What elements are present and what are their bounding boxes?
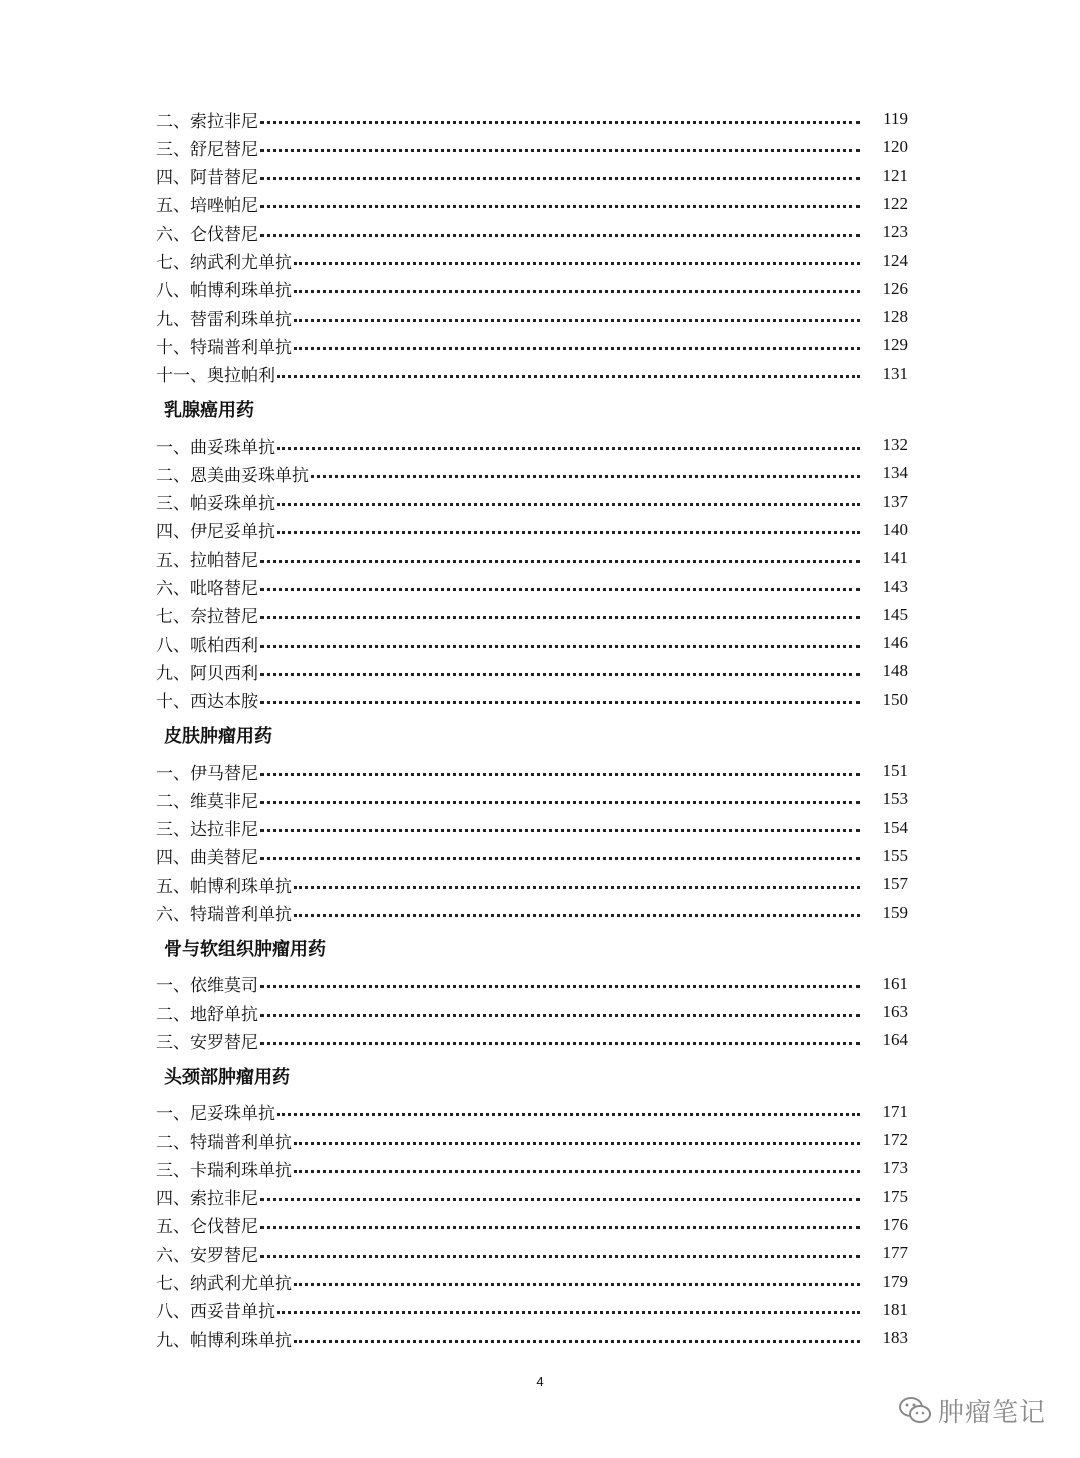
- dot-leader: [277, 447, 860, 450]
- toc-entry-page: 151: [882, 761, 908, 780]
- toc-entry-title: 一、尼妥珠单抗: [156, 1104, 275, 1125]
- dot-leader: [294, 914, 860, 917]
- toc-entry: [156, 303, 908, 331]
- toc-entry-page: 141: [882, 548, 908, 568]
- section-heading: 头颈部肿瘤用药: [164, 1066, 290, 1088]
- toc-entry-page: 122: [882, 193, 908, 213]
- toc-entry-title: 一、依维莫司: [156, 976, 258, 997]
- section-heading: 乳腺癌用药: [164, 400, 254, 421]
- dot-leader: [260, 560, 860, 563]
- dot-leader: [260, 234, 860, 237]
- dot-leader: [260, 673, 860, 676]
- toc-entry: [156, 431, 908, 459]
- toc-entry-title: 五、培唑帕尼: [156, 196, 258, 217]
- toc-entry: [156, 1268, 908, 1296]
- toc-entry-page: 150: [882, 689, 908, 709]
- toc-entry-page: 129: [882, 335, 908, 355]
- toc-entry-title: 六、仑伐替尼: [156, 224, 258, 245]
- toc-entry-page: 164: [882, 1030, 908, 1050]
- toc-entry-title: 四、索拉非尼: [156, 1189, 258, 1210]
- toc-entry-title: 一、曲妥珠单抗: [156, 437, 275, 458]
- dot-leader: [260, 985, 860, 988]
- toc-entry-page: 157: [882, 874, 908, 894]
- toc-entry: [156, 1126, 908, 1154]
- toc-entry-title: 一、伊马替尼: [156, 763, 258, 784]
- toc-entry: [156, 870, 908, 898]
- section-heading: 皮肤肿瘤用药: [164, 726, 272, 747]
- toc-entry-page: 155: [882, 845, 908, 865]
- dot-leader: [277, 1311, 860, 1314]
- toc-entry-page: 143: [882, 576, 908, 596]
- toc-entry-page: 137: [882, 491, 908, 511]
- toc-entry-title: 三、帕妥珠单抗: [156, 494, 275, 515]
- dot-leader: [277, 531, 860, 534]
- toc-entry-title: 二、地舒单抗: [156, 1004, 258, 1025]
- toc-entry: [156, 785, 908, 813]
- toc-entry-page: 131: [882, 363, 908, 383]
- toc-entry-title: 五、仑伐替尼: [156, 1217, 258, 1238]
- toc-entry-title: 三、安罗替尼: [156, 1032, 258, 1053]
- toc-entry-page: 175: [882, 1186, 908, 1206]
- toc-entry: [156, 998, 908, 1026]
- toc-entry-title: 四、阿昔替尼: [156, 168, 258, 189]
- dot-leader: [260, 701, 860, 704]
- toc-entry-page: 173: [882, 1158, 908, 1178]
- toc-entry-title: 三、舒尼替尼: [156, 139, 258, 160]
- toc-entry: [156, 842, 908, 870]
- toc-entry-title: 五、拉帕替尼: [156, 550, 258, 571]
- wechat-icon: [898, 1395, 932, 1425]
- toc-entry-page: 154: [882, 817, 908, 837]
- toc-entry: [156, 686, 908, 714]
- toc-entry: [156, 133, 908, 161]
- toc-entry-title: 十一、奥拉帕利: [156, 366, 275, 387]
- toc-entry: [156, 1211, 908, 1239]
- toc-entry-title: 六、特瑞普利单抗: [156, 905, 292, 925]
- dot-leader: [260, 177, 860, 180]
- toc-entry-title: 二、恩美曲妥珠单抗: [156, 465, 309, 486]
- toc-entry: [156, 105, 908, 133]
- toc-entry-page: 159: [882, 902, 908, 922]
- page-number: 4: [536, 1374, 544, 1389]
- toc-entry-title: 五、帕博利珠单抗: [156, 876, 292, 897]
- watermark: [898, 1392, 1046, 1428]
- watermark-text: 肿瘤笔记: [938, 1397, 1047, 1428]
- toc-entry-page: 124: [882, 250, 908, 270]
- toc-entry-page: 134: [882, 463, 908, 483]
- dot-leader: [277, 375, 860, 378]
- dot-leader: [260, 773, 860, 776]
- toc-entry-page: 119: [883, 109, 908, 128]
- toc-entry-page: 177: [882, 1243, 908, 1263]
- section-heading: 骨与软组织肿瘤用药: [164, 938, 326, 960]
- toc-entry-page: 148: [882, 661, 908, 681]
- toc-entry-page: 163: [882, 1002, 908, 1022]
- toc-entry-page: 121: [882, 165, 908, 185]
- dot-leader: [260, 1255, 860, 1258]
- toc-entry: [156, 459, 908, 487]
- toc-entry-title: 九、阿贝西利: [156, 663, 258, 684]
- toc-entry-page: 171: [882, 1101, 908, 1121]
- toc-entry-title: 二、维莫非尼: [156, 791, 258, 812]
- toc-entry-title: 九、帕博利珠单抗: [156, 1330, 292, 1351]
- dot-leader: [294, 347, 860, 350]
- toc-entry: [156, 331, 908, 359]
- dot-leader: [294, 319, 860, 322]
- toc-entry: [156, 1239, 908, 1267]
- toc-entry-page: 145: [882, 604, 908, 624]
- toc-entry: [156, 1296, 908, 1324]
- toc-entry-page: 172: [882, 1130, 908, 1149]
- dot-leader: [260, 857, 860, 860]
- toc-entry-title: 七、奈拉替尼: [156, 607, 258, 628]
- toc-entry-page: 176: [882, 1214, 908, 1234]
- toc-entry-title: 三、卡瑞利珠单抗: [156, 1160, 292, 1181]
- toc-entry: [156, 657, 908, 685]
- toc-entry-title: 四、曲美替尼: [156, 848, 258, 869]
- dot-leader: [294, 1283, 860, 1286]
- dot-leader: [260, 616, 860, 619]
- toc-entry-page: 183: [882, 1328, 908, 1348]
- toc-entry: [156, 360, 908, 388]
- toc-entry-title: 八、哌柏西利: [156, 635, 258, 656]
- toc-entry-title: 七、纳武利尤单抗: [156, 253, 292, 273]
- dot-leader: [294, 1340, 860, 1343]
- dot-leader: [294, 1142, 860, 1145]
- toc-entry-title: 八、帕博利珠单抗: [156, 281, 292, 302]
- dot-leader: [277, 503, 860, 506]
- toc-entry-title: 二、索拉非尼: [156, 111, 258, 132]
- dot-leader: [260, 1042, 860, 1045]
- toc-entry-page: 126: [882, 278, 908, 298]
- toc-entry: [156, 899, 908, 927]
- dot-leader: [277, 1113, 860, 1116]
- toc-entry: [156, 247, 908, 275]
- toc-entry: [156, 757, 908, 785]
- dot-leader: [294, 1170, 860, 1173]
- toc-entry: [156, 488, 908, 516]
- toc-entry: [156, 162, 908, 190]
- dot-leader: [260, 645, 860, 648]
- dot-leader: [294, 262, 860, 265]
- toc-entry: [156, 970, 908, 998]
- toc-entry: [156, 1026, 908, 1054]
- toc-entry-page: 179: [882, 1271, 908, 1291]
- dot-leader: [260, 829, 860, 832]
- toc-entry-page: 181: [882, 1299, 908, 1319]
- toc-entry: [156, 629, 908, 657]
- toc-entry: [156, 1324, 908, 1352]
- toc-entry-title: 二、特瑞普利单抗: [156, 1132, 292, 1153]
- toc-entry: [156, 218, 908, 246]
- dot-leader: [294, 290, 860, 293]
- toc-entry-page: 140: [882, 519, 908, 539]
- toc-entry-page: 128: [882, 307, 908, 327]
- dot-leader: [260, 149, 860, 152]
- toc-entry-page: 161: [882, 973, 908, 993]
- toc-entry-title: 十、特瑞普利单抗: [156, 337, 292, 358]
- toc-entry: [156, 516, 908, 544]
- toc-entry: [156, 1098, 908, 1126]
- toc-entry-page: 123: [882, 222, 908, 242]
- toc-entry: [156, 1154, 908, 1182]
- toc-entry: [156, 573, 908, 601]
- toc-entry-page: 153: [882, 789, 908, 809]
- dot-leader: [260, 588, 860, 591]
- toc-entry: [156, 544, 908, 572]
- toc-entry: [156, 601, 908, 629]
- toc-entry-title: 三、达拉非尼: [156, 820, 258, 841]
- toc-entry-title: 八、西妥昔单抗: [156, 1302, 275, 1323]
- toc-entry-title: 七、纳武利尤单抗: [156, 1274, 292, 1294]
- dot-leader: [260, 1226, 860, 1229]
- dot-leader: [260, 801, 860, 804]
- toc-entry-title: 六、安罗替尼: [156, 1245, 258, 1266]
- toc-entry-title: 九、替雷利珠单抗: [156, 309, 292, 330]
- toc-entry-title: 四、伊尼妥单抗: [156, 522, 275, 543]
- toc-entry-page: 120: [882, 137, 908, 157]
- dot-leader: [260, 121, 860, 124]
- toc-entry: [156, 814, 908, 842]
- toc-entry: [156, 190, 908, 218]
- dot-leader: [260, 1014, 860, 1017]
- dot-leader: [311, 475, 860, 478]
- toc-entry: [156, 275, 908, 303]
- dot-leader: [260, 1198, 860, 1201]
- toc-entry: [156, 1183, 908, 1211]
- toc-entry-title: 十、西达本胺: [156, 692, 258, 713]
- dot-leader: [294, 886, 860, 889]
- dot-leader: [260, 205, 860, 208]
- toc-entry-page: 132: [882, 435, 908, 454]
- toc-entry-title: 六、吡咯替尼: [156, 579, 258, 599]
- toc-entry-page: 146: [882, 633, 908, 653]
